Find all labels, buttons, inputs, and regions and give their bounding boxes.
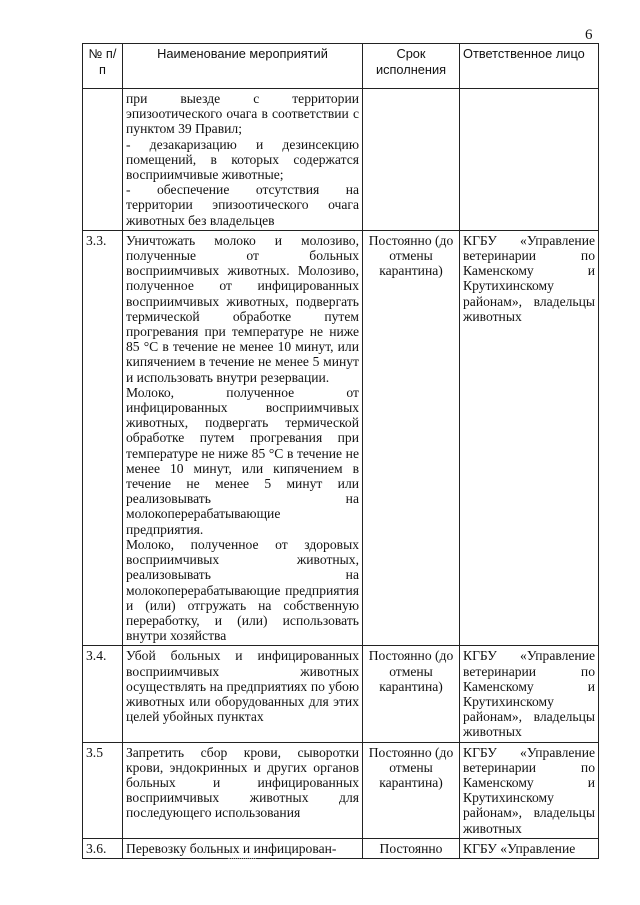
row-name [123,230,363,645]
row-name-para: Убой больных и инфицированных восприимчивых животных осуществлять на предприятиях по убою животных или оборудованных для этих целей убойных пунктах [126,648,359,725]
table-row [83,230,599,645]
row-name [123,838,363,858]
table-row [83,838,599,858]
header-resp: Ответственное лицо [460,44,599,89]
row-term: Постоянно (до отмены карантина) [363,230,460,645]
row-name [123,646,363,742]
row-name [123,89,363,231]
row-term [363,89,460,231]
header-term: Срок исполнения [363,44,460,89]
table-row [83,742,599,838]
scan-smudge [228,858,256,861]
header-num: № п/п [83,44,123,89]
page-number: 6 [585,27,593,43]
table-row [83,646,599,742]
measures-table [82,43,599,859]
row-num [83,89,123,231]
header-name: Наименование мероприятий [123,44,363,89]
row-resp [460,89,599,231]
row-name-para: Запретить сбор крови, сыворотки крови, эндокринных и других органов больных и инфицированных восприимчивых животных для последующего использования [126,744,359,821]
row-num: 3.6. [83,838,123,858]
table-row [83,89,599,231]
row-num: 3.5 [83,742,123,838]
row-resp: КГБУ «Управление [460,838,599,858]
row-name-para: при выезде с территории эпизоотического очага в соответствии с пунктом 39 Правил; [126,91,359,137]
row-resp: КГБУ «Управление ветеринарии по Каменскому и Крутихинскому районам», владельцы животных [460,742,599,838]
row-term: Постоянно (до отмены карантина) [363,646,460,742]
row-name-para: Молоко, полученное от здоровых восприимчивых животных, реализовывать на молокоперерабатывающие предприятия и (или) отгружать на собственную переработку, и (или) использовать внутри хозяйства [126,536,359,644]
row-term: Постоянно [363,838,460,858]
row-term: Постоянно (до отмены карантина) [363,742,460,838]
row-num: 3.3. [83,230,123,645]
row-name-para: - дезакаризацию и дезинсекцию помещений, в которых содержатся восприимчивые животные; [126,136,359,183]
row-name-para: - обеспечение отсутствия на территории эпизоотического очага животных без владельцев [126,182,359,228]
row-name-para: Перевозку больных и инфицирован- [126,840,337,856]
row-name-para: Уничтожать молоко и молозиво, полученные от больных восприимчивых животных. Молозиво, полученное от инфицированных восприимчивых животных, подвергать термической обработке путем прогревания при температуре не ниже 85 °С в течение не менее 10 минут, или кипячением в течение не менее 5 минут и использовать внутри резервации. [126,232,359,385]
row-resp: КГБУ «Управление ветеринарии по Каменскому и Крутихинскому районам», владельцы животных [460,230,599,645]
row-name [123,742,363,838]
row-name-para: Молоко, полученное от инфицированных восприимчивых животных, подвергать термической обработке путем прогревания при температуре не ниже 85 °С в течение не менее 10 минут, или кипячением в течение не менее 5 минут или реализовывать на молокоперерабатывающие предприятия. [126,384,359,537]
table-header-row [83,44,599,89]
row-resp: КГБУ «Управление ветеринарии по Каменскому и Крутихинскому районам», владельцы животных [460,646,599,742]
row-num: 3.4. [83,646,123,742]
